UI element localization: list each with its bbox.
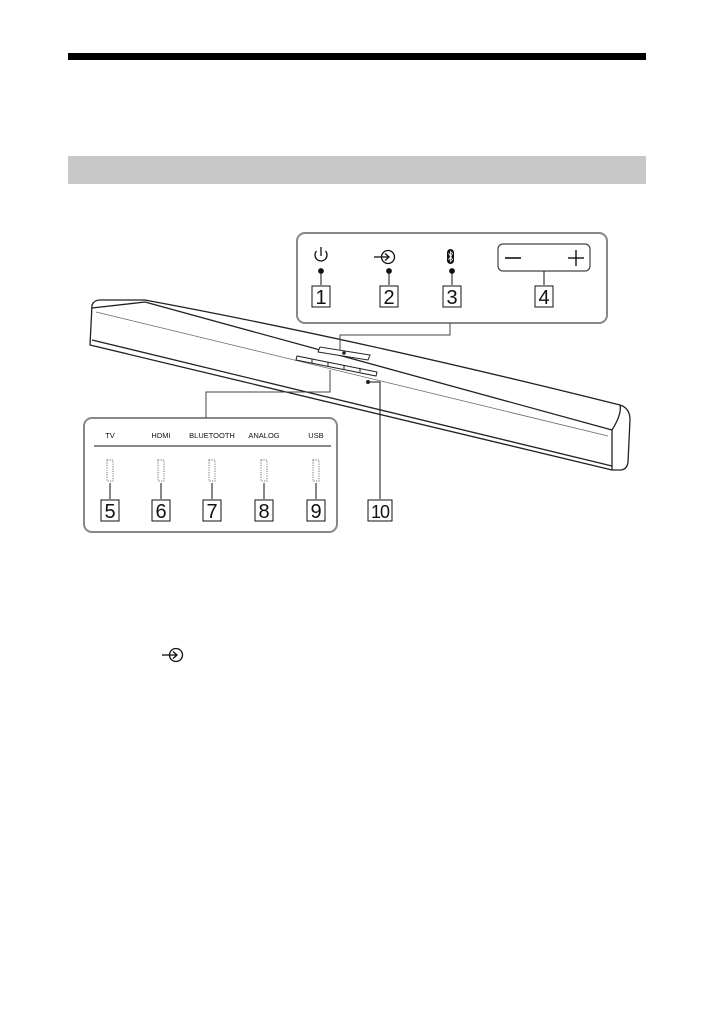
callout-number-10 <box>368 500 392 522</box>
svg-text:8: 8 <box>258 501 270 523</box>
callout-number-8 <box>255 500 273 523</box>
bluetooth-icon <box>447 249 454 264</box>
callout-number-9 <box>307 500 325 523</box>
svg-text:3: 3 <box>446 287 458 309</box>
indicator-label-hdmi: HDMI <box>151 431 171 440</box>
led-usb <box>313 460 319 481</box>
svg-text:1: 1 <box>315 287 327 309</box>
svg-text:5: 5 <box>104 501 116 523</box>
indicator-label-bluetooth: BLUETOOTH <box>189 431 235 440</box>
callout-number-1 <box>312 286 330 309</box>
callout-number-2 <box>380 286 398 309</box>
led-hdmi <box>158 460 164 481</box>
indicator-label-usb: USB <box>308 431 324 440</box>
callout-number-5 <box>101 500 119 523</box>
svg-text:4: 4 <box>538 287 550 309</box>
callout-number-7 <box>203 500 221 523</box>
indicator-label-tv: TV <box>105 431 115 440</box>
led-analog <box>261 460 267 481</box>
led-bluetooth <box>209 460 215 481</box>
svg-text:6: 6 <box>155 501 167 523</box>
callout-number-4 <box>535 286 553 309</box>
svg-text:7: 7 <box>206 501 218 523</box>
led-tv <box>107 460 113 481</box>
callout-number-3 <box>443 286 461 309</box>
indicator-label-analog: ANALOG <box>248 431 280 440</box>
svg-text:10: 10 <box>370 502 390 522</box>
svg-text:9: 9 <box>310 501 322 523</box>
svg-text:2: 2 <box>383 287 395 309</box>
input-icon <box>162 649 183 662</box>
callout-number-6 <box>152 500 170 523</box>
